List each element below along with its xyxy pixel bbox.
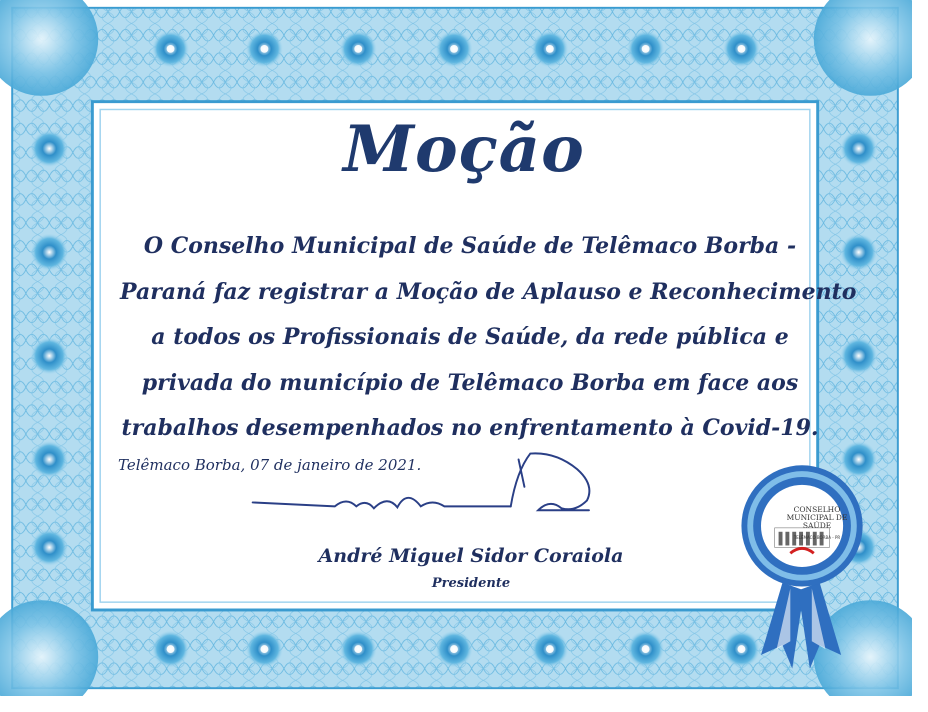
place-date: Telêmaco Borba, 07 de janeiro de 2021. — [118, 456, 422, 474]
body-line: O Conselho Municipal de Saúde de Telêmaco Borba - — [143, 233, 797, 259]
body-line: privada do município de Telêmaco Borba em face aos — [141, 369, 799, 396]
signer-name: André Miguel Sidor Coraiola — [318, 545, 624, 567]
body-line: Paraná faz registrar a Moção de Aplauso e Reconhecimento — [120, 278, 857, 305]
seal-sublabel: TELÊMACO BORBA - PR — [793, 535, 841, 540]
document-title: Moção — [343, 112, 585, 187]
body-line: a todos os Profissionais de Saúde, da rede pública e — [151, 324, 789, 350]
document-body — [120, 224, 857, 452]
signer-role: Presidente — [431, 576, 511, 591]
body-line: trabalhos desempenhados no enfrentamento à Covid-19. — [121, 415, 819, 441]
seal-label: CONSELHO MUNICIPAL DE SAÚDE — [786, 505, 848, 530]
